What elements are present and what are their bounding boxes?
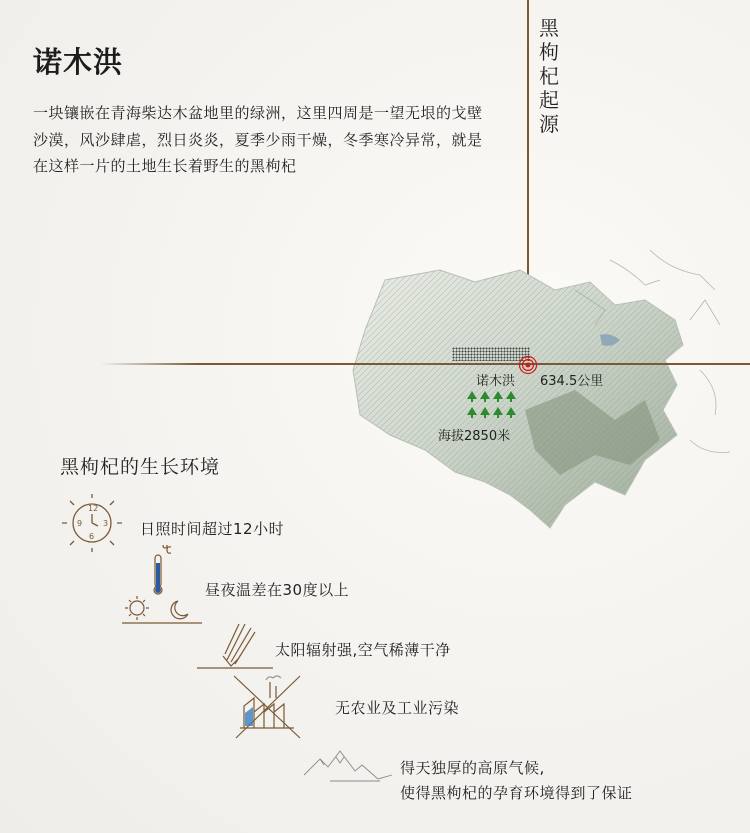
sun-clock-icon <box>58 492 126 554</box>
svg-text:12: 12 <box>88 504 99 513</box>
no-factory-icon <box>230 668 305 740</box>
env-item-3: 太阳辐射强,空气稀薄干净 <box>275 641 451 659</box>
side-title-char: 枸 <box>539 40 559 64</box>
env-item-6: 使得黑枸杞的孕育环境得到了保证 <box>400 784 633 802</box>
env-item-4: 无农业及工业污染 <box>335 699 460 717</box>
side-title <box>538 16 560 136</box>
mountain-icon <box>300 745 395 790</box>
env-item-5: 得天独厚的高原气候, <box>400 759 545 777</box>
intro-paragraph: 一块镶嵌在青海柴达木盆地里的绿洲，这里四周是一望无垠的戈壁沙漠，风沙肆虐，烈日炎炎，夏季少雨干燥，冬季寒冷异常，就是在这样一片的土地生长着野生的黑枸杞 <box>33 104 483 175</box>
svg-text:9: 9 <box>77 519 83 528</box>
sketch-lines <box>590 240 750 500</box>
env-item-1: 日照时间超过12小时 <box>140 520 285 538</box>
location-marker-icon <box>518 355 538 375</box>
side-title-char: 起 <box>539 88 559 112</box>
thermometer-sun-moon-icon <box>120 545 205 627</box>
page-title: 诺木洪 <box>33 45 124 79</box>
side-title-char: 源 <box>539 112 559 136</box>
sun-rays-icon <box>195 622 275 670</box>
section-title: 黑枸杞的生长环境 <box>60 456 221 478</box>
tree-icons <box>466 391 518 421</box>
map-place-label: 诺木洪 <box>476 374 516 389</box>
map-altitude-label: 海拔2850米 <box>438 429 511 444</box>
svg-text:6: 6 <box>89 532 95 541</box>
svg-text:3: 3 <box>103 519 109 528</box>
map-distance-label: 634.5公里 <box>540 374 604 389</box>
env-item-2: 昼夜温差在30度以上 <box>205 581 350 599</box>
side-title-char: 杞 <box>539 64 559 88</box>
side-title-char: 黑 <box>539 16 559 40</box>
